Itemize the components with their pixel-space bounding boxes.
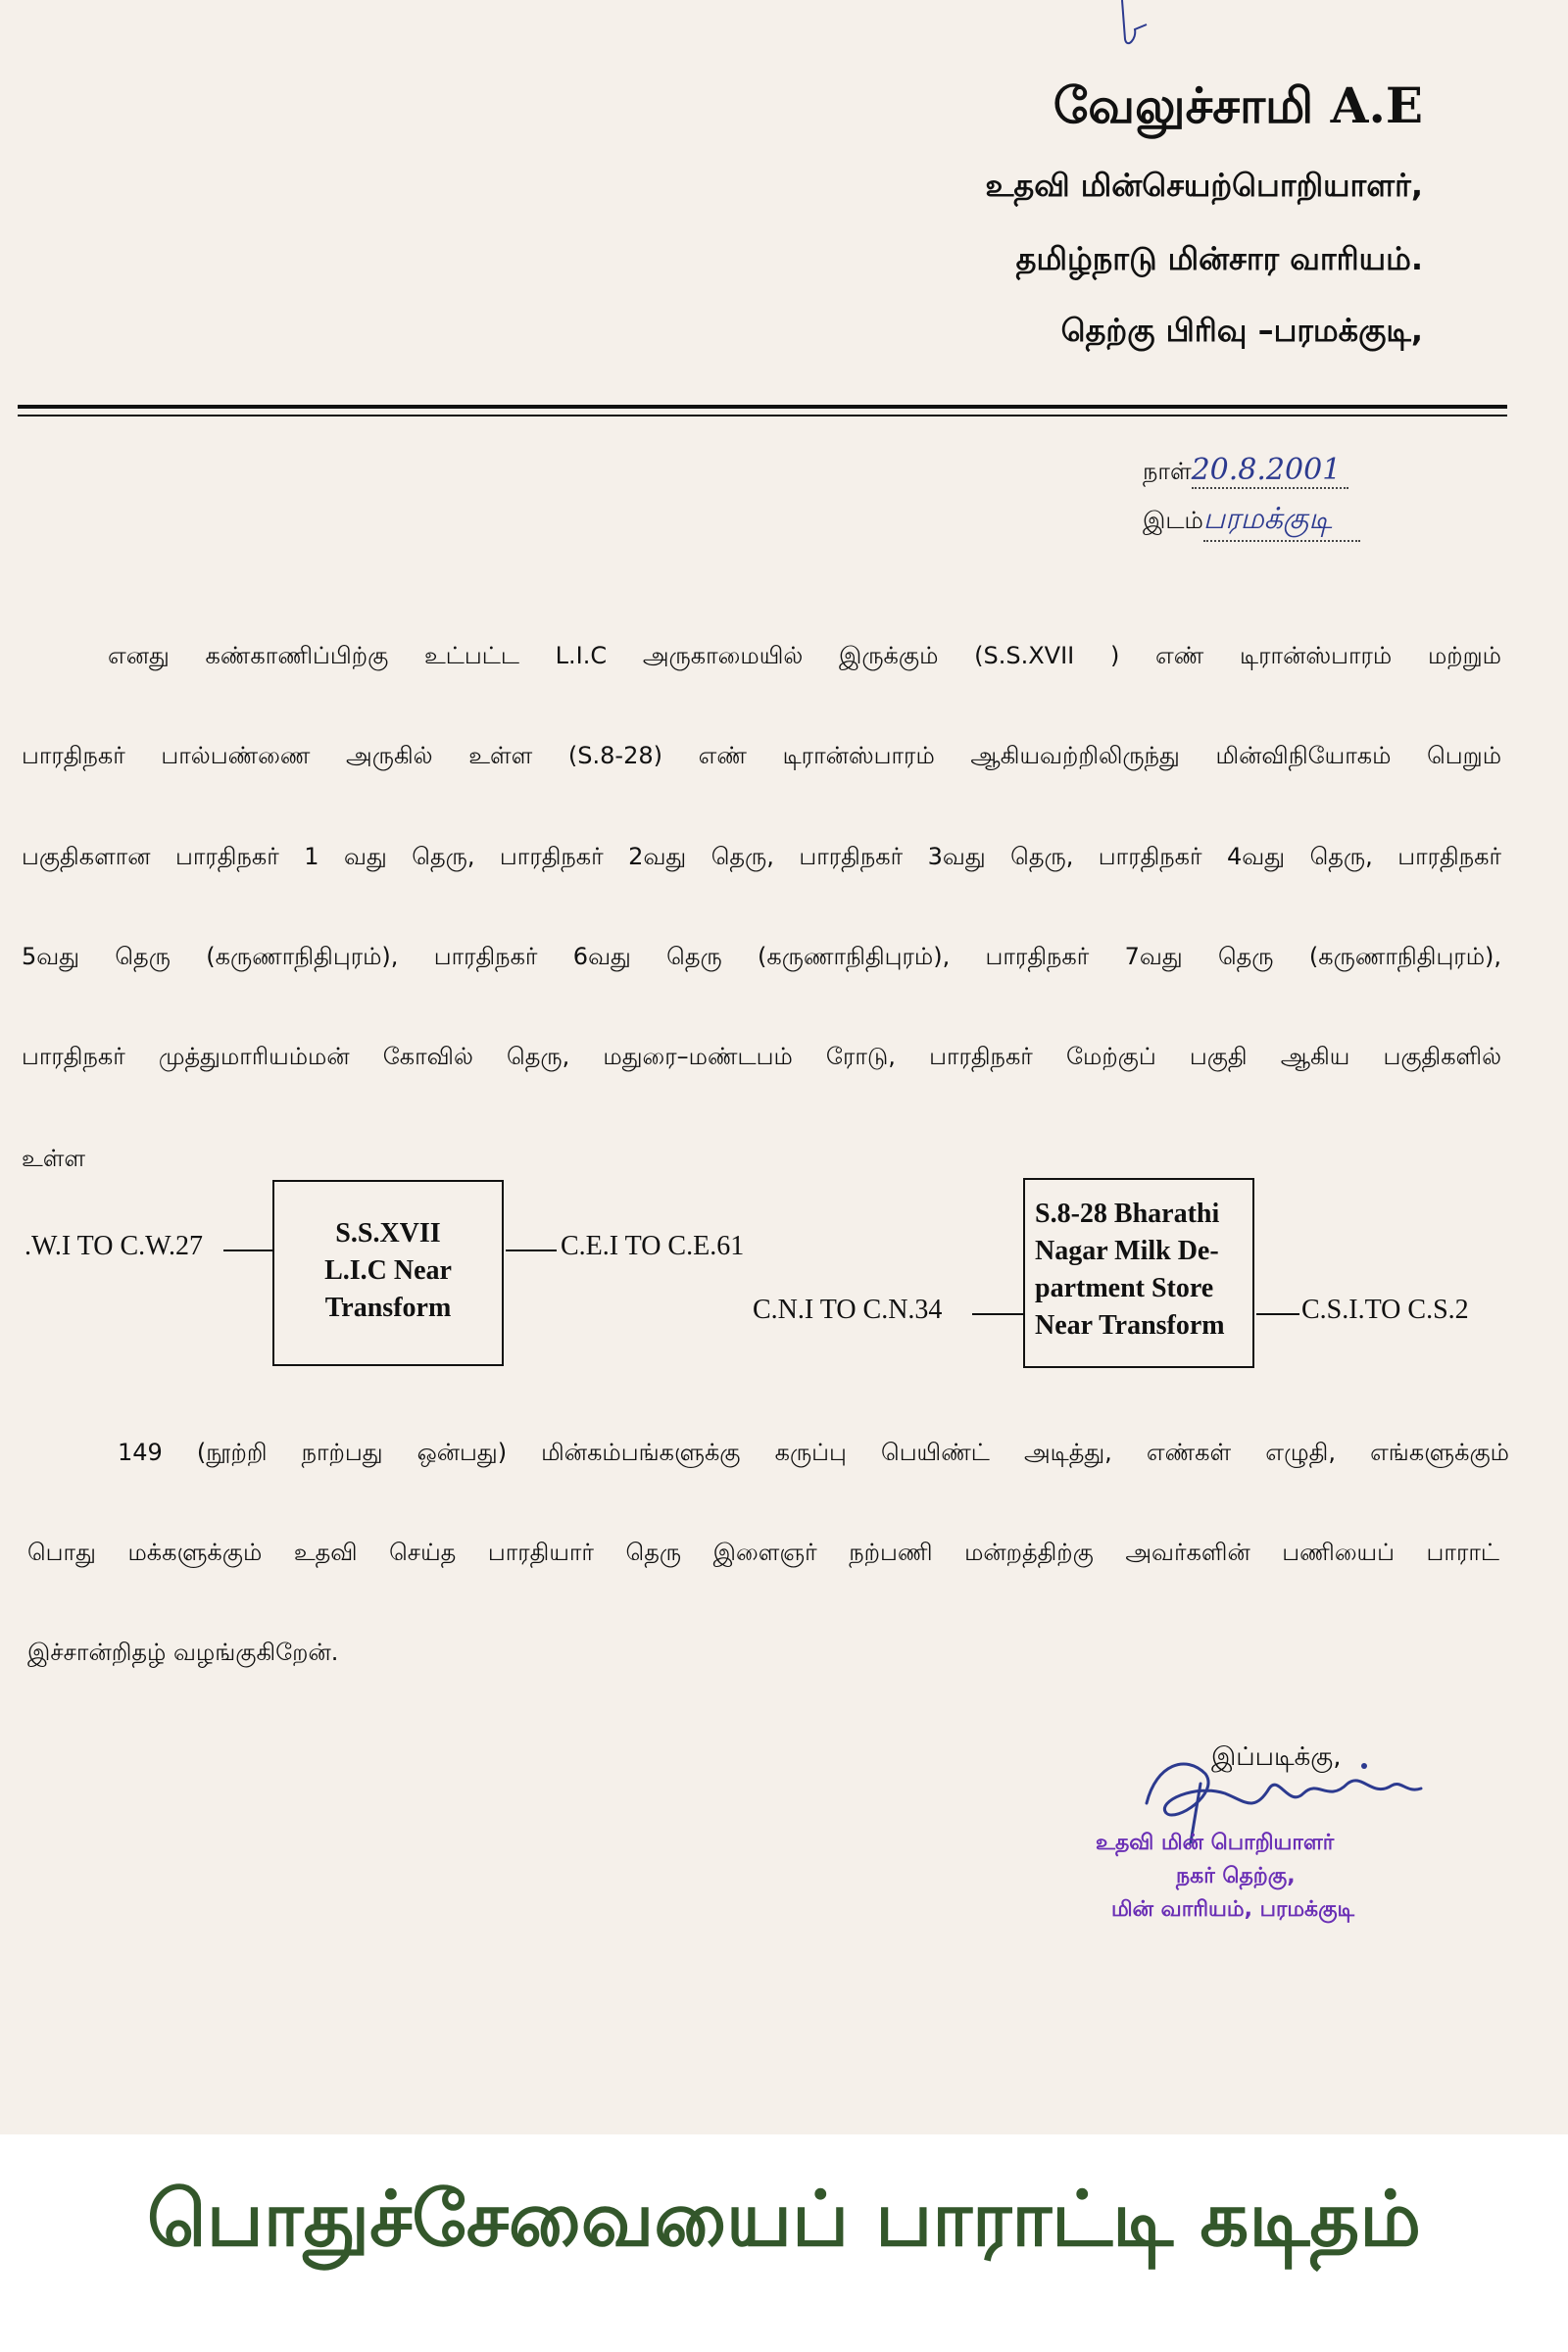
- feeder-label-cn: C.N.I TO C.N.34: [753, 1295, 943, 1325]
- transformer-box-ssxvii: [272, 1180, 504, 1366]
- transformer-box-s828: [1023, 1178, 1254, 1368]
- body-line: உள்ள: [22, 1145, 86, 1172]
- place-label: இடம்: [1143, 507, 1203, 534]
- salutation: இப்படிக்கு,: [1211, 1742, 1342, 1772]
- box-line: Nagar Milk De-: [1035, 1236, 1219, 1266]
- place-value: பரமக்குடி: [1203, 502, 1360, 542]
- pen-scribble-mark: [1107, 0, 1166, 78]
- connector-line: [506, 1250, 557, 1251]
- sender-division: தெற்கு பிரிவு –பரமக்குடி,: [1060, 312, 1423, 349]
- box-line: Near Transform: [1035, 1310, 1225, 1341]
- sender-designation: உதவி மின்செயற்பொறியாளர்,: [985, 167, 1423, 204]
- body-line: பாரதிநகர் பால்பண்ணை அருகில் உள்ள (S.8-28) எண் டிரான்ஸ்பாரம் ஆகியவற்றிலிருந்து மின்விநியோகம் பெறும்: [22, 742, 1501, 769]
- official-stamp-line: மின் வாரியம், பரமக்குடி: [1111, 1897, 1355, 1922]
- connector-line: [972, 1313, 1023, 1315]
- box-line: S.S.XVII: [335, 1218, 441, 1249]
- date-value: 20.8.2001: [1192, 453, 1348, 489]
- official-stamp-line: உதவி மின் பொறியாளர்: [1096, 1831, 1335, 1855]
- official-stamp-line: நகர் தெற்கு,: [1176, 1864, 1296, 1888]
- sender-organization: தமிழ்நாடு மின்சார வாரியம்.: [1015, 240, 1423, 277]
- box-line: L.I.C Near: [324, 1255, 452, 1286]
- closing-line: பொது மக்களுக்கும் உதவி செய்த பாரதியார் தெரு இளைஞர் நற்பணி மன்றத்திற்கு அவர்களின் பணியைப் பாராட்: [27, 1539, 1499, 1566]
- feeder-label-left: .W.I TO C.W.27: [24, 1231, 204, 1261]
- closing-line: 149 (நூற்றி நாற்பது ஒன்பது) மின்கம்பங்களுக்கு கருப்பு பெயிண்ட் அடித்து, எண்கள் எழுதி, எங்களுக்கும்: [118, 1439, 1509, 1466]
- box-line: Transform: [324, 1293, 452, 1323]
- caption-title: பொதுச்சேவையைப் பாராட்டி கடிதம்: [147, 2176, 1421, 2264]
- header-rule-thin: [18, 415, 1507, 416]
- box-line: partment Store: [1035, 1273, 1214, 1303]
- date-label: நாள்: [1143, 458, 1192, 485]
- feeder-label-mid: C.E.I TO C.E.61: [561, 1231, 745, 1261]
- body-line: பாரதிநகர் முத்துமாரியம்மன் கோவில் தெரு, மதுரை–மண்டபம் ரோடு, பாரதிநகர் மேற்குப் பகுதி ஆகிய பகுதிகளில்: [22, 1043, 1501, 1070]
- sender-name: வேலுச்சாமி A.E: [1053, 76, 1423, 134]
- body-line: பகுதிகளான பாரதிநகர் 1 வது தெரு, பாரதிநகர் 2வது தெரு, பாரதிநகர் 3வது தெரு, பாரதிநகர் 4வது தெரு, பாரதிநகர்: [22, 843, 1501, 870]
- body-line: எனது கண்காணிப்பிற்கு உட்பட்ட L.I.C அருகாமையில் இருக்கும் (S.S.XVII ) எண் டிரான்ஸ்பாரம் மற்றும்: [108, 642, 1501, 669]
- feeder-label-right: C.S.I.TO C.S.2: [1301, 1295, 1469, 1325]
- box-line: S.8-28 Bharathi: [1035, 1199, 1220, 1229]
- date-row: [1143, 453, 1348, 489]
- closing-line: இச்சான்றிதழ் வழங்குகிறேன்.: [27, 1639, 339, 1666]
- connector-line: [223, 1250, 272, 1251]
- header-rule-thick: [18, 405, 1507, 409]
- body-line: 5வது தெரு (கருணாநிதிபுரம்), பாரதிநகர் 6வது தெரு (கருணாநிதிபுரம்), பாரதிநகர் 7வது தெரு (கருணாநிதிபுரம்),: [22, 943, 1501, 970]
- place-row: [1143, 502, 1360, 542]
- connector-line: [1256, 1313, 1299, 1315]
